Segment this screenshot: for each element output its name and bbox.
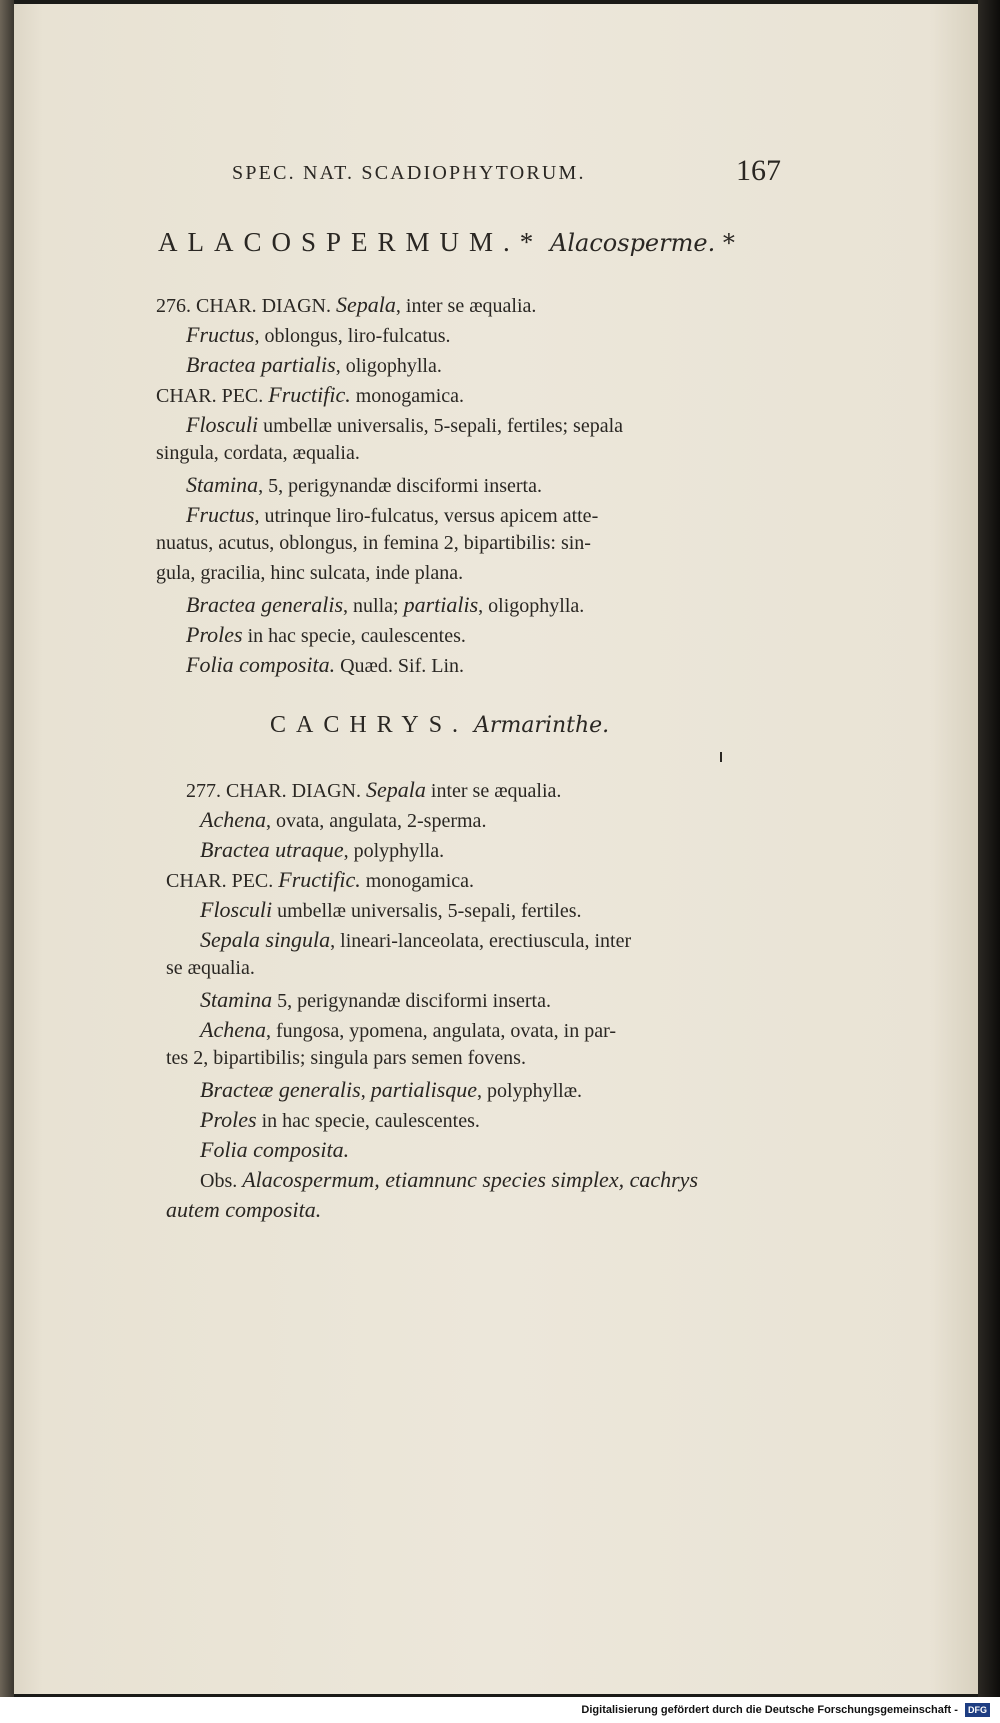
char-label: CHAR. PEC.	[156, 385, 264, 407]
line-text: , utrinque liro-fulcatus, versus apicem atte-	[254, 505, 599, 527]
term: Achena	[200, 807, 266, 832]
text-line	[166, 957, 255, 980]
line-text: monogamica.	[350, 385, 465, 407]
genus-heading-alacospermum	[158, 227, 808, 258]
text-line	[200, 927, 631, 953]
line-text: ,	[360, 1080, 371, 1102]
text-line	[200, 987, 551, 1013]
term: Sepala	[336, 292, 396, 317]
text-line	[200, 807, 486, 833]
term: partialis	[403, 592, 479, 617]
entry-number: 276.	[156, 295, 191, 317]
term: Fructific.	[278, 867, 361, 892]
dfg-logo: DFG	[965, 1703, 990, 1717]
text-line	[156, 382, 464, 408]
term: Achena	[200, 1017, 266, 1042]
line-text: inter se æqualia.	[425, 780, 562, 802]
genus-name: CACHRYS.	[270, 712, 469, 738]
book-page	[14, 4, 978, 1694]
term: partialisque	[370, 1077, 478, 1102]
text-line	[166, 1047, 526, 1070]
text-line	[200, 1167, 698, 1193]
text-line	[200, 897, 581, 923]
term: Sepala singula	[200, 927, 331, 952]
text-line	[186, 652, 464, 678]
line-text: in hac specie, caulescentes.	[242, 625, 466, 647]
page-number: 167	[736, 154, 781, 187]
text-line	[200, 1107, 480, 1133]
term: Flosculi	[200, 897, 273, 922]
line-text: , nulla;	[343, 595, 404, 617]
line-text: gula, gracilia, hinc sulcata, inde plana.	[156, 562, 464, 584]
line-text: singula, cordata, æqualia.	[156, 442, 360, 464]
line-text: , fungosa, ypomena, angulata, ovata, in par-	[265, 1020, 617, 1042]
stray-mark	[720, 752, 722, 762]
page-edge-shadow	[978, 0, 1000, 1723]
text-line	[186, 777, 561, 803]
line-text: , oblongus, liro-fulcatus.	[254, 325, 451, 347]
text-line	[200, 1137, 349, 1163]
text-line	[156, 562, 463, 585]
term: Bracteæ generalis	[200, 1077, 361, 1102]
term: Bractea partialis	[186, 352, 336, 377]
term: Bractea utraque	[200, 837, 344, 862]
char-label: CHAR. PEC.	[166, 870, 274, 892]
text-line	[200, 1077, 582, 1103]
entry-number: 277.	[186, 780, 221, 802]
text-line	[166, 867, 474, 893]
line-text: , ovata, angulata, 2-sperma.	[265, 810, 487, 832]
line-text: , inter se æqualia.	[395, 295, 537, 317]
term: Flosculi	[186, 412, 259, 437]
line-text: , lineari-lanceolata, erectiuscula, inter	[330, 930, 632, 952]
line-text: , oligophylla.	[478, 595, 585, 617]
line-text: nuatus, acutus, oblongus, in femina 2, bipartibilis: sin-	[156, 532, 591, 554]
genus-vernacular: Armarinthe.	[474, 713, 610, 738]
term: Bractea generalis	[186, 592, 344, 617]
line-text: monogamica.	[360, 870, 475, 892]
text-line	[186, 322, 451, 348]
line-text: , 5, perigynandæ disciformi inserta.	[258, 475, 542, 497]
line-text: Quæd. Sif. Lin.	[335, 655, 465, 677]
line-text: in hac specie, caulescentes.	[256, 1110, 480, 1132]
text-line	[186, 412, 623, 438]
text-line	[200, 1017, 616, 1043]
line-text: , polyphylla.	[343, 840, 445, 862]
text-line	[156, 442, 360, 465]
digitization-credit	[0, 1697, 1000, 1723]
text-line	[186, 622, 466, 648]
text-line	[186, 352, 442, 378]
line-text: tes 2, bipartibilis; singula pars semen fovens.	[166, 1047, 526, 1069]
term: Fructific.	[268, 382, 351, 407]
term: Stamina	[186, 472, 259, 497]
term: Proles	[200, 1107, 257, 1132]
text-line	[186, 472, 542, 498]
running-head: SPEC. NAT. SCADIOPHYTORUM.	[232, 162, 586, 184]
line-text: , polyphyllæ.	[477, 1080, 583, 1102]
text-line	[156, 532, 591, 555]
text-line	[156, 292, 536, 318]
line-text: se æqualia.	[166, 957, 255, 979]
term: Stamina	[200, 987, 273, 1012]
text-line	[166, 1197, 321, 1223]
term: Fructus	[186, 502, 255, 527]
text-line	[200, 837, 444, 863]
text-line	[186, 502, 598, 528]
char-label: CHAR. DIAGN.	[196, 295, 331, 317]
line-text: , oligophylla.	[335, 355, 442, 377]
text-line	[186, 592, 584, 618]
term: Sepala	[366, 777, 426, 802]
line-text: Obs.	[200, 1170, 243, 1192]
term: Folia composita.	[186, 652, 336, 677]
term: Alacospermum, etiamnunc species simplex, cachrys	[242, 1167, 699, 1192]
line-text: 5, perigynandæ disciformi inserta.	[272, 990, 551, 1012]
genus-name: ALACOSPERMUM.*	[158, 227, 544, 257]
line-text: umbellæ universalis, 5-sepali, fertiles; sepala	[258, 415, 624, 437]
book-binding	[0, 0, 14, 1723]
term: Fructus	[186, 322, 255, 347]
char-label: CHAR. DIAGN.	[226, 780, 361, 802]
genus-heading-cachrys	[270, 712, 920, 739]
genus-vernacular: Alacosperme. *	[550, 229, 735, 257]
term: autem composita.	[166, 1197, 322, 1222]
term: Proles	[186, 622, 243, 647]
credit-text: Digitalisierung gefördert durch die Deutsche Forschungsgemeinschaft -	[581, 1704, 958, 1716]
term: Folia composita.	[200, 1137, 350, 1162]
line-text: umbellæ universalis, 5-sepali, fertiles.	[272, 900, 582, 922]
